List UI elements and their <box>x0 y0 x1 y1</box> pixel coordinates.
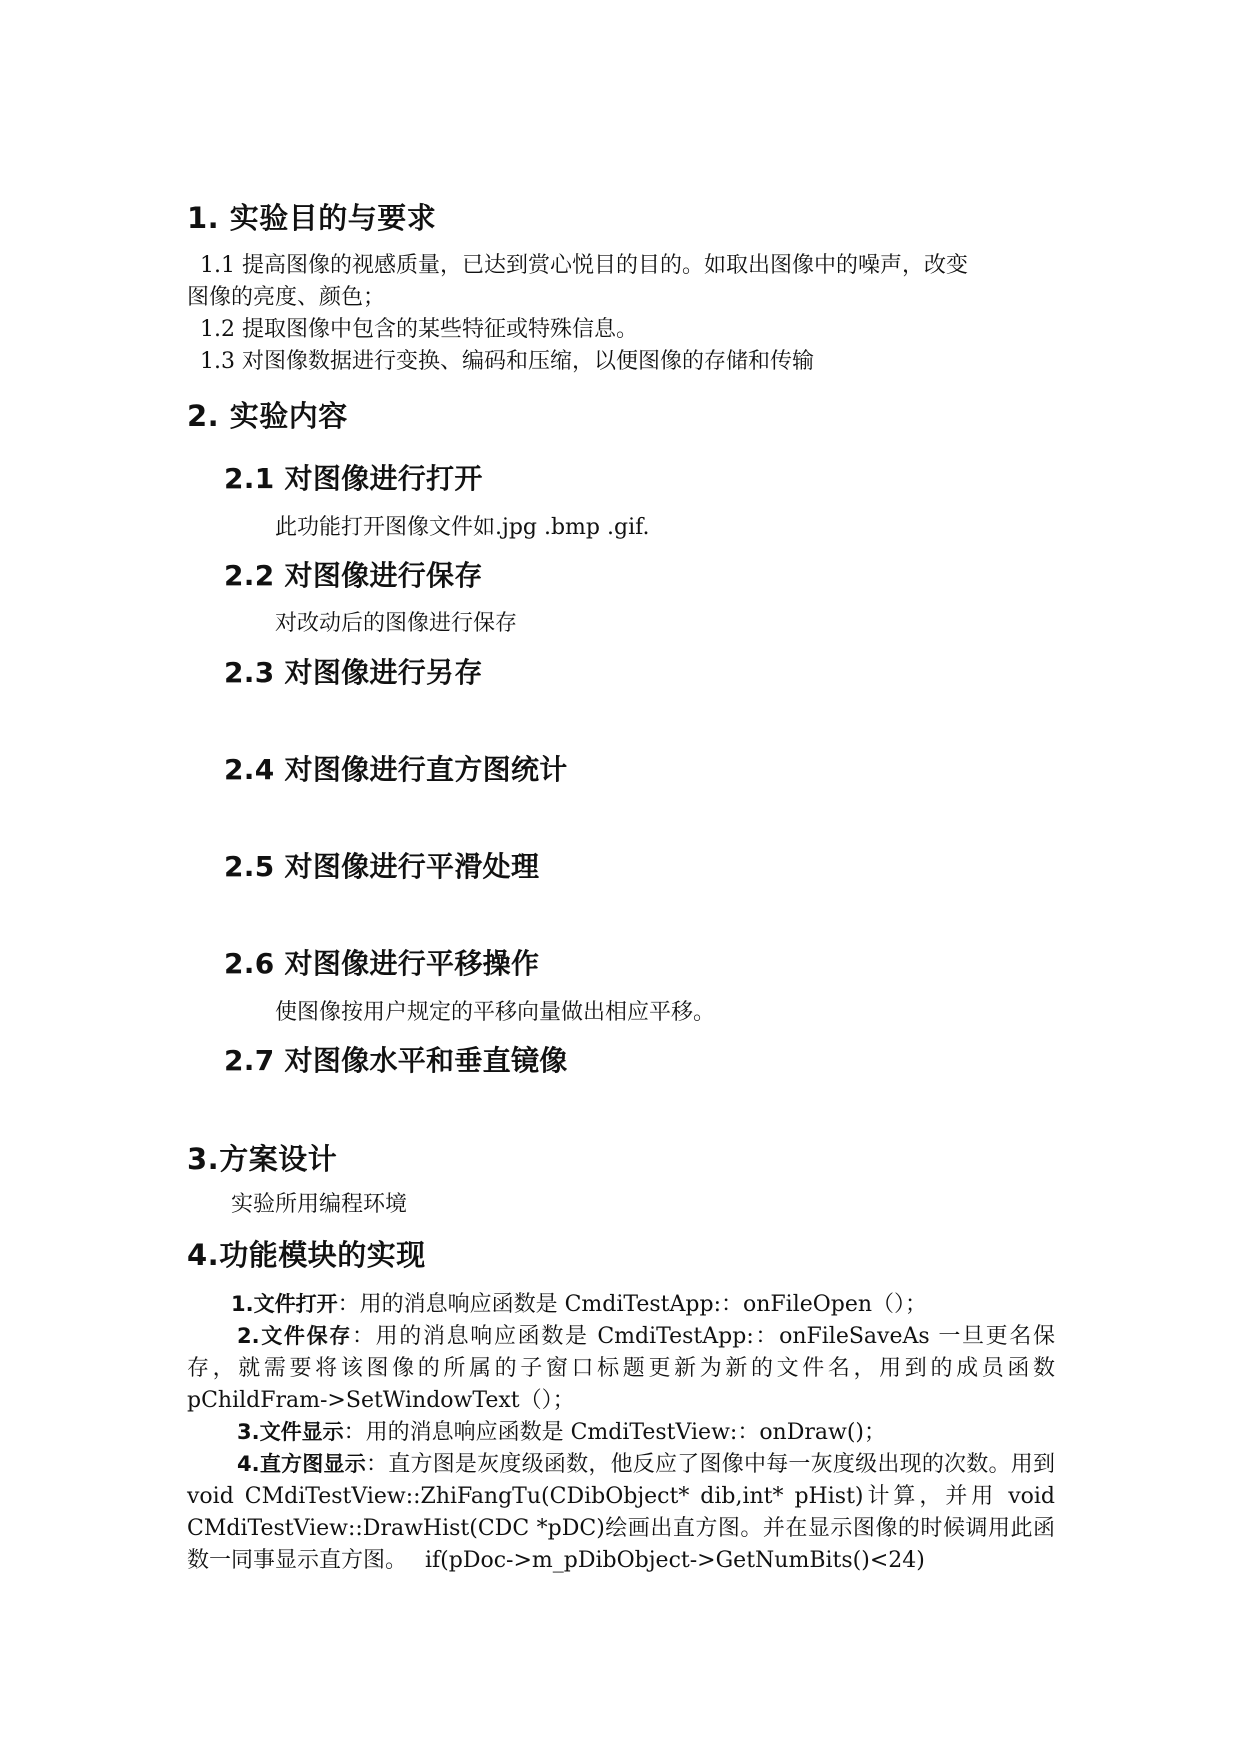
section-1-item-1-line-1: 1.1 提高图像的视感质量，已达到赏心悦目的目的。如取出图像中的噪声，改变 <box>200 253 968 278</box>
section-4-paragraph-3 <box>187 1416 1055 1449</box>
paragraph-3-lead: 3.文件显示 <box>237 1420 344 1444</box>
paragraph-1-lead: 1.文件打开 <box>231 1292 338 1316</box>
paragraph-1-text: ：用的消息响应函数是 CmdiTestApp:：onFileOpen（）； <box>337 1292 928 1317</box>
section-1-item-2: 1.2 提取图像中包含的某些特征或特殊信息。 <box>200 317 638 342</box>
subsection-2-2-title: 2.2 对图像进行保存 <box>224 559 483 592</box>
subsection-2-1-title: 2.1 对图像进行打开 <box>224 462 483 495</box>
paragraph-3-text: ：用的消息响应函数是 CmdiTestView:：onDraw()； <box>343 1420 886 1445</box>
section-1-heading: 1. 实验目的与要求 <box>187 201 437 235</box>
section-4-paragraph-2 <box>187 1320 1055 1417</box>
section-3-heading: 3.方案设计 <box>187 1142 338 1176</box>
section-4-heading: 4.功能模块的实现 <box>187 1238 426 1272</box>
subsection-2-7-title: 2.7 对图像水平和垂直镜像 <box>224 1044 568 1077</box>
section-2-heading: 2. 实验内容 <box>187 399 348 433</box>
section-3-text: 实验所用编程环境 <box>231 1192 408 1217</box>
subsection-2-6-title: 2.6 对图像进行平移操作 <box>224 947 540 980</box>
paragraph-4-lead: 4.直方图显示 <box>237 1452 366 1476</box>
section-1-item-3: 1.3 对图像数据进行变换、编码和压缩，以便图像的存储和传输 <box>200 349 814 374</box>
section-4-paragraph-1 <box>187 1288 1055 1321</box>
paragraph-4-text: ：直方图是灰度级函数，他反应了图像中每一灰度级出现的次数。用到 void CMdiTestView::ZhiFangTu(CDibObject* dib,int* pHist)计算，并用 void CMdiTestView::DrawHist(CDC *pDC)绘画出直方图。并在显示图像的时候调用此函数一同事显示直方图。 if(pDoc->m_pDibObject->GetNumBits()<24) <box>187 1452 1055 1573</box>
subsection-2-1-desc: 此功能打开图像文件如.jpg .bmp .gif. <box>275 515 650 540</box>
subsection-2-2-desc: 对改动后的图像进行保存 <box>275 611 518 636</box>
subsection-2-4-title: 2.4 对图像进行直方图统计 <box>224 753 568 786</box>
subsection-2-6-desc: 使图像按用户规定的平移向量做出相应平移。 <box>275 1000 716 1025</box>
subsection-2-3-title: 2.3 对图像进行另存 <box>224 656 483 689</box>
subsection-2-5-title: 2.5 对图像进行平滑处理 <box>224 850 540 883</box>
paragraph-2-lead: 2.文件保存 <box>237 1324 352 1348</box>
section-1-item-1-line-2: 图像的亮度、颜色； <box>187 285 386 310</box>
section-4-paragraph-4 <box>187 1448 1055 1577</box>
paragraph-2-text: ：用的消息响应函数是 CmdiTestApp:：onFileSaveAs 一旦更名保存，就需要将该图像的所属的子窗口标题更新为新的文件名，用到的成员函数 pChildFram->SetWindowText（）； <box>187 1324 1056 1413</box>
